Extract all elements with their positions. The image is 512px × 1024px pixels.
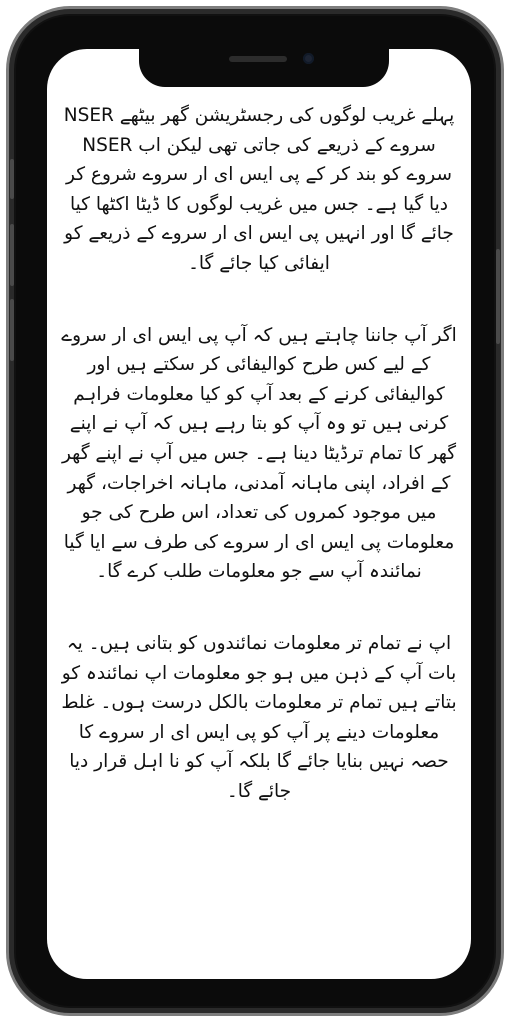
mute-switch [10, 159, 14, 199]
power-button [496, 249, 500, 344]
article-paragraph-1: پہلے غریب لوگوں کی رجسٹریشن گھر بیٹھے NSER سروے کے ذریعے کی جاتی تھی لیکن اب NSER سروے کو بند کر کے پی ایس ای ار سروے شروع کر دیا گیا ہے۔ جس میں غریب لوگوں کا ڈیٹا اکٹھا کیا جائے گا اور انہیں پی ایس ای ار سروے کے ذریعے کو ایفائی کیا جائے گا۔ [63, 105, 455, 274]
speaker-grille [229, 56, 287, 62]
phone-frame [6, 6, 504, 1016]
phone-notch [139, 47, 389, 87]
article-body [61, 101, 457, 969]
phone-screen [47, 49, 471, 979]
article-paragraph-3: اپ نے تمام تر معلومات نمائندوں کو بتانی ہیں۔ یہ بات آپ کے ذہن میں ہو جو معلومات اپ نمائندہ کو بتاتے ہیں تمام تر معلومات بالکل درست ہوں۔ غلط معلومات دینے پر آپ کو پی ایس ای ار سروے کا حصہ نہیں بنایا جائے گا بلکہ آپ کو نا اہل قرار دیا جائے گا۔ [61, 632, 457, 802]
volume-up-button [10, 224, 14, 286]
front-camera-icon [303, 53, 314, 64]
volume-down-button [10, 299, 14, 361]
article-paragraph-2: اگر آپ جاننا چاہتے ہیں کہ آپ پی ایس ای ار سروے کے لیے کس طرح کوالیفائی کر سکتے ہیں اور کوالیفائی کرنے کے بعد آپ کو کیا معلومات فراہم کرنی ہیں تو وہ آپ کو بتا رہے ہیں کہ آپ نے اپنے گھر کا تمام ترڈیٹا دینا ہے۔ جس میں آپ نے اپنے گھر کے افراد، اپنی ماہانہ آمدنی، ماہانہ اخراجات، گھر میں موجود کمروں کی تعداد، اس طرح کی جو معلومات پی ایس ای ار سروے کی طرف سے ایا گیا نمائندہ آپ سے جو معلومات طلب کرے گا۔ [61, 324, 457, 583]
